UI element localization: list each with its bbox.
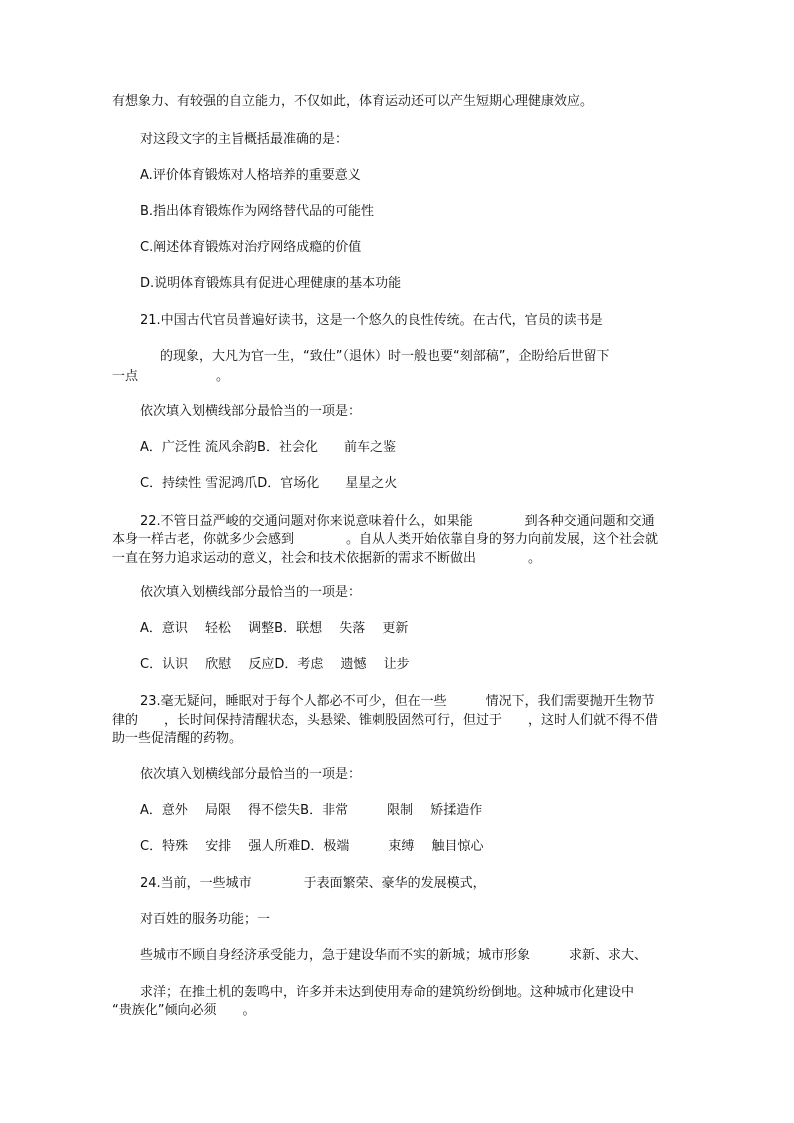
text-line: 本身一样古老，你就多少会感到 。自从人类开始依靠自身的努力向前发展，这个社会就 [112,532,659,547]
instruction: 依次填入划横线部分最恰当的一项是： [140,767,362,782]
text-line: 有想象力、有较强的自立能力，不仅如此，体育运动还可以产生短期心理健康效应。 [112,94,594,109]
text-line: 助一些促清醒的药物。 [112,731,243,746]
option-c: C.阐述体育锻炼对治疗网络成瘾的价值 [140,240,362,255]
question-21: 21.中国古代官员普遍好读书，这是一个悠久的良性传统。在古代，官员的读书是 [140,313,603,328]
option-line: A．意识 轻松 调整B．联想 失落 更新 [140,621,409,636]
instruction: 依次填入划横线部分最恰当的一项是： [140,404,362,419]
text-line: 一直在努力追求运动的意义，社会和技术依据新的需求不断做出 。 [112,551,542,566]
option-line: C．特殊 安排 强人所难D．极端 束缚 触目惊心 [140,839,484,854]
text-line: 对百姓的服务功能；一 [140,912,271,927]
text-line: “贵族化”倾向必须 。 [112,1003,256,1018]
text-line: 些城市不顾自身经济承受能力，急于建设华而不实的新城；城市形象 求新、求大、 [140,948,648,963]
text-line: 的现象，大凡为官一生，“致仕”（退休）时一般也要“刻部稿”，企盼给后世留下 [160,349,610,364]
option-line: C．持续性 雪泥鸿爪D．官场化 星星之火 [140,476,398,491]
option-d: D.说明体育锻炼具有促进心理健康的基本功能 [140,276,402,291]
instruction: 依次填入划横线部分最恰当的一项是： [140,585,362,600]
option-a: A.评价体育锻炼对人格培养的重要意义 [140,168,361,183]
option-line: C．认识 欣慰 反应D．考虑 遗憾 让步 [140,657,410,672]
text-line: 一点 。 [112,369,230,384]
text-line: 律的 ，长时间保持清醒状态，头悬梁、锥刺股固然可行，但过于 ，这时人们就不得不借 [112,713,659,728]
question-22: 22.不管日益严峻的交通问题对你来说意味着什么，如果能 到各种交通问题和交通 [140,514,655,529]
question-23: 23.毫无疑问，睡眠对于每个人都必不可少，但在一些 情况下，我们需要抛开生物节 [140,694,655,709]
text-line: 求洋；在推土机的轰鸣中，许多并未达到使用寿命的建筑纷纷倒地。这种城市化建设中 [140,985,635,1000]
option-b: B.指出体育锻炼作为网络替代品的可能性 [140,204,375,219]
question-24: 24.当前，一些城市 于表面繁荣、豪华的发展模式， [140,876,486,891]
text-line: 对这段文字的主旨概括最准确的是： [140,132,349,147]
option-line: A．意外 局限 得不偿失B．非常 限制 矫揉造作 [140,803,483,818]
option-line: A．广泛性 流风余韵B．社会化 前车之鉴 [140,440,396,455]
